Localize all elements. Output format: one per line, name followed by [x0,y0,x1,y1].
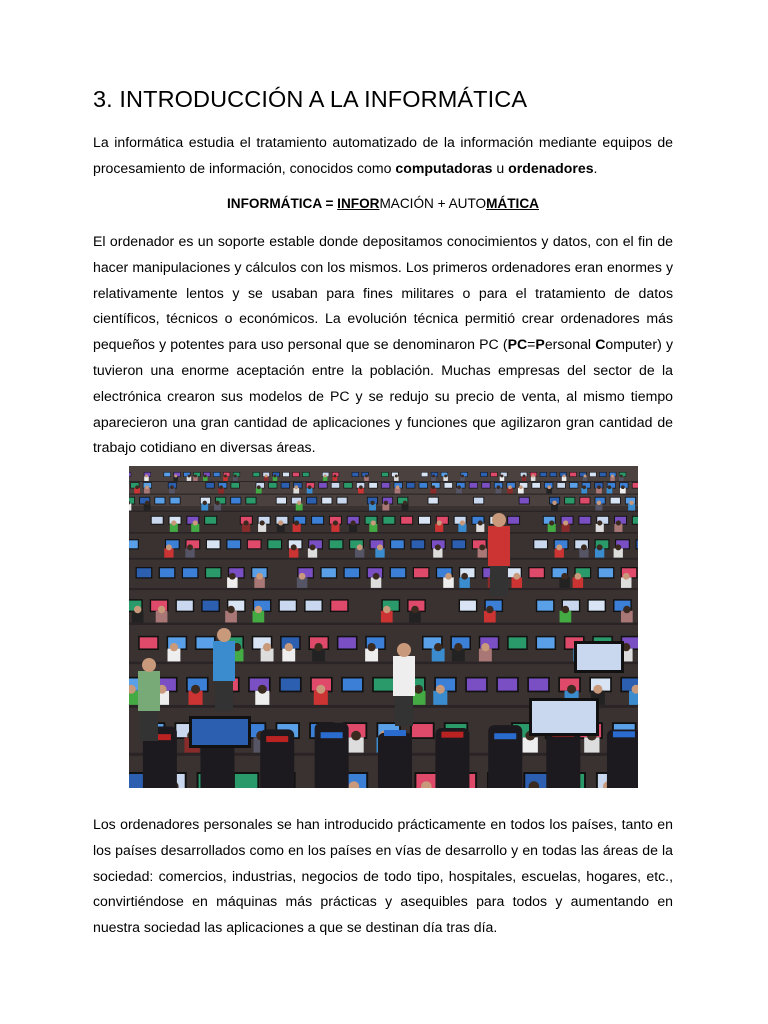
monitor-screen [391,568,405,577]
monitor-screen [633,483,638,488]
person-head [229,573,236,580]
monitor-screen [283,473,289,477]
monitor-screen [474,498,483,504]
paragraph2-line: El ordenador es un soporte estable donde depositamos conocimientos y datos, con el fin de [93,233,673,249]
monitor-screen [137,568,151,577]
monitor-screen [281,483,289,488]
monitor-screen [498,678,517,690]
person-head [297,501,301,505]
desk-edge [129,588,638,590]
monitor-screen [633,517,638,524]
monitor-screen [129,473,131,477]
person-head [204,475,207,478]
person-head [188,475,191,478]
monitor-screen [599,568,613,577]
monitor-screen [344,483,352,488]
formula-line [93,196,673,211]
person-head [532,475,535,478]
monitor-screen [534,540,547,548]
monitor-screen [277,498,286,504]
pc-p-letter: P [535,336,545,353]
monitor-screen [177,601,193,611]
pc-omputer: omputer) y [605,336,673,353]
person-head [234,475,237,478]
person-head [523,475,526,478]
person-head [593,685,602,694]
desk-edge [129,623,638,625]
monitor-screen [207,540,220,548]
standing-person-legs [395,696,413,726]
paragraph3-line: los países desarrollados como en los países en vías de desarrollo y en todas las áreas de la [93,841,673,858]
person-head [255,606,262,613]
monitor-screen [407,483,415,488]
monitor-screen [281,678,300,690]
person-head [549,520,554,525]
monitor-screen [206,568,220,577]
person-head [584,475,587,478]
monitor-screen [600,473,606,477]
standing-person-body [488,526,510,566]
person-head [395,475,398,478]
person-head [563,520,568,525]
monitor-screen [206,483,214,488]
person-head [256,573,263,580]
monitor-screen [570,473,576,477]
person-head [479,544,485,550]
monitor-screen [589,601,605,611]
person-head [461,475,464,478]
person-head [219,485,223,489]
term-ordenadores: ordenadores [508,159,594,176]
person-head [561,573,568,580]
person-head [166,544,172,550]
person-head [444,475,447,478]
foreground-monitor-screen [577,644,621,670]
paragraph2-line: electrónica crearon sus modelos de PC y se redujo su precio de venta, al mismo tiempo [93,387,673,404]
chair-accent [613,731,635,737]
intro-line-1: La informática estudia el tratamiento automatizado de la información mediante equipos de [93,134,673,150]
person-head [414,685,423,694]
monitor-screen [530,568,544,577]
monitor-screen [303,473,309,477]
person-head [367,643,375,651]
person-head [608,485,612,489]
monitor-screen [391,540,404,548]
person-head [373,573,380,580]
monitor-screen [227,540,240,548]
pc-equals: = [527,336,536,353]
monitor-screen [637,540,638,548]
monitor-screen [183,568,197,577]
monitor-screen [540,473,546,477]
monitor-screen [160,568,174,577]
standing-person-legs [215,681,233,711]
person-head [308,485,312,489]
person-head [411,606,418,613]
person-head [333,475,336,478]
person-head [294,485,298,489]
page-title: 3. INTRODUCCIÓN A LA INFORMÁTICA [93,86,528,112]
foreground-monitor-screen [192,719,248,745]
person-head [224,475,227,478]
standing-person-legs [490,566,508,596]
monitor-screen [419,483,427,488]
person-head [359,485,363,489]
person-head [629,501,633,505]
monitor-screen [537,637,555,648]
monitor-screen [338,637,356,648]
person-head [285,643,293,651]
pc-line-text: pequeños y potentes para uso personal que se denominaron PC ( [93,336,508,353]
person-head [187,544,193,550]
intro-line-2 [93,156,673,182]
paragraph2-line-pc [93,332,673,358]
monitor-screen [412,540,425,548]
monitor-screen [352,473,358,477]
person-head [310,544,316,550]
monitor-screen [537,601,553,611]
pc-acronym: PC [507,336,528,353]
person-head [357,544,363,550]
person-head [620,475,623,478]
person-head [333,520,338,525]
chair-accent [384,730,406,736]
monitor-screen [470,483,478,488]
monitor-screen [170,498,179,504]
monitor-screen [412,724,433,737]
monitor-screen [422,473,428,477]
person-head [263,643,271,651]
person-head [170,643,178,651]
person-head [278,520,283,525]
monitor-screen [214,473,220,477]
paragraph2-line: científicos, técnicos o económicos. La evolución técnica permitió crear ordenadores más [93,310,673,327]
person-head [623,573,630,580]
person-head [461,573,468,580]
monitor-screen [532,483,540,488]
intro-period: . [593,159,598,176]
person-head [478,520,483,525]
person-head [432,485,436,489]
person-head [567,685,576,694]
monitor-screen [345,568,359,577]
monitor-screen [481,473,487,477]
person-head [457,485,461,489]
person-head [243,520,248,525]
person-head [365,475,368,478]
person-head [274,475,277,478]
person-head [486,606,493,613]
person-head [314,643,322,651]
person-head [435,544,441,550]
person-head [552,501,556,505]
chair-accent [321,732,343,738]
desk-edge [129,511,638,512]
person-head [616,520,621,525]
person-head [581,544,587,550]
person-head [377,544,383,550]
monitor-screen [322,568,336,577]
person-head [194,475,197,478]
monitor-screen [307,498,316,504]
monitor-screen [374,678,393,690]
person-head [460,520,465,525]
standing-person-body [138,671,160,711]
monitor-screen [467,678,486,690]
person-head [370,501,374,505]
monitor-screen [248,540,261,548]
paragraph2-line: aparecieron una gran cantidad de aplicaciones y funciones que agilizaron gran cantidad de [93,413,673,430]
monitor-screen [611,498,620,504]
desk-edge [129,662,638,665]
person-head [597,501,601,505]
person-head [135,485,139,489]
person-body [129,504,131,511]
person-head [575,573,582,580]
paragraph2-line: tuvieron una enorme aceptación entre la población. Muchas empresas del sector de la [93,361,673,378]
person-head [145,485,149,489]
person-head [171,520,176,525]
monitor-screen [590,473,596,477]
person-head [258,685,267,694]
monitor-screen [337,498,346,504]
person-head [215,501,219,505]
standing-person-body [393,656,415,696]
monitor-screen [268,540,281,548]
person-head [562,606,569,613]
person-head [193,520,198,525]
person-head [481,643,489,651]
monitor-screen [332,483,340,488]
standing-person-head [492,513,506,527]
monitor-screen [203,601,219,611]
monitor-screen [231,483,239,488]
monitor-screen [293,473,299,477]
paragraph3-line: nuestra sociedad las aplicaciones a que se destinan día tras día. [93,919,498,936]
computer-paragraph [93,229,673,461]
paragraph2-line: hacer manipulaciones y cálculos con los mismos. Los primeros ordenadores eran enormes y [93,258,673,275]
monitor-screen [428,498,437,504]
monitor-screen [580,498,589,504]
person-head [434,643,442,651]
chair-accent [266,736,288,742]
computer-hall-photo [129,466,638,788]
monitor-screen [253,473,259,477]
person-head [432,475,435,478]
pc-c-letter: C [595,336,606,353]
person-head [437,520,442,525]
standing-person-head [397,643,411,657]
term-computadoras: computadoras [395,159,493,176]
person-head [170,485,174,489]
gaming-chair [378,733,412,788]
person-head [371,520,376,525]
person-head [384,501,388,505]
person-head [265,475,268,478]
monitor-screen [520,498,529,504]
monitor-screen [414,568,428,577]
monitor-screen [330,540,343,548]
formula-matica: MÁTICA [486,196,539,211]
monitor-screen [319,483,327,488]
person-head [158,606,165,613]
monitor-screen [382,483,390,488]
monitor-screen [401,517,412,524]
standing-person-head [142,658,156,672]
monitor-screen [152,517,163,524]
monitor-screen [331,601,347,611]
paragraph3-line: Los ordenadores personales se han introducido prácticamente en todos los países, tanto en [93,816,673,832]
monitor-screen [129,540,138,548]
monitor-screen [550,473,556,477]
pc-ersonal: ersonal [544,336,596,353]
person-head [582,485,586,489]
standing-person-body [213,641,235,681]
person-head [174,475,177,478]
computer-hall-illustration [129,466,638,788]
intro-line-2-text: procesamiento de información, conocidos como [93,159,396,176]
person-head [227,606,234,613]
person-head [145,475,148,478]
person-head [291,544,297,550]
person-head [519,485,523,489]
desk-edge [129,558,638,560]
monitor-screen [343,678,362,690]
standing-person-legs [140,711,158,741]
monitor-screen [444,483,452,488]
monitor-screen [383,517,394,524]
person-head [547,485,551,489]
monitor-screen [205,517,216,524]
monitor-screen [369,483,377,488]
person-head [316,685,325,694]
person-head [191,685,200,694]
person-head [351,731,361,741]
foreground-monitor-screen [532,701,596,733]
monitor-screen [235,774,257,788]
person-head [383,606,390,613]
monitor-screen [570,483,578,488]
person-head [454,643,462,651]
person-head [324,475,327,478]
paragraph3-line: sociedad: comercios, industrias, negocios de todo tipo, hospitales, escuelas, hogares, etc., [93,867,673,884]
person-head [611,475,614,478]
person-head [556,544,562,550]
monitor-screen [460,601,476,611]
person-head [445,573,452,580]
person-head [299,573,306,580]
person-head [257,485,261,489]
person-head [501,475,504,478]
paragraph2-line: relativamente lentos y se usaban para fines militares o para el tratamiento de datos [93,284,673,301]
monitor-screen [579,517,590,524]
monitor-screen [508,517,519,524]
chair-accent [494,733,516,739]
monitor-screen [382,473,388,477]
formula-infor: INFOR [337,196,380,211]
intro-paragraph [93,130,673,182]
monitor-screen [164,473,170,477]
monitor-screen [565,498,574,504]
person-head [623,606,630,613]
desk-edge [129,532,638,534]
monitor-screen [306,601,322,611]
person-head [436,685,445,694]
formula-lhs: INFORMÁTICA = [227,196,338,211]
standing-person-head [217,628,231,642]
personal-computers-paragraph [93,812,673,941]
person-head [260,520,265,525]
person-head [145,501,149,505]
monitor-screen [482,483,490,488]
person-head [597,485,601,489]
monitor-screen [196,637,214,648]
person-head [134,606,141,613]
chair-accent [441,732,463,738]
monitor-screen [509,637,527,648]
paragraph2-line: trabajo cotidiano en diversas áreas. [93,439,316,456]
monitor-screen [155,498,164,504]
person-head [621,485,625,489]
person-head [294,520,299,525]
intro-conjunction: u [492,159,509,176]
monitor-screen [529,678,548,690]
monitor-screen [140,637,158,648]
person-head [597,520,602,525]
person-head [615,544,621,550]
person-head [563,475,566,478]
gaming-chair [607,730,638,788]
desk-edge [129,481,638,482]
person-head [597,544,603,550]
monitor-screen [452,540,465,548]
monitor-screen [246,498,255,504]
monitor-screen [557,483,565,488]
monitor-screen [231,498,240,504]
paragraph3-line: convirtiéndose en máquinas más prácticas y asequibles para todos y aumentando en [93,893,673,910]
person-head [403,501,407,505]
desk-edge [129,494,638,495]
formula-middle: MACIÓN + AUTO [379,196,487,211]
person-head [513,573,520,580]
monitor-screen [491,473,497,477]
monitor-screen [312,517,323,524]
monitor-screen [322,498,331,504]
monitor-screen [280,601,296,611]
person-head [203,501,207,505]
monitor-screen [419,517,430,524]
person-head [351,520,356,525]
person-head [508,485,512,489]
monitor-screen [269,483,277,488]
person-head [497,485,501,489]
person-head [396,485,400,489]
